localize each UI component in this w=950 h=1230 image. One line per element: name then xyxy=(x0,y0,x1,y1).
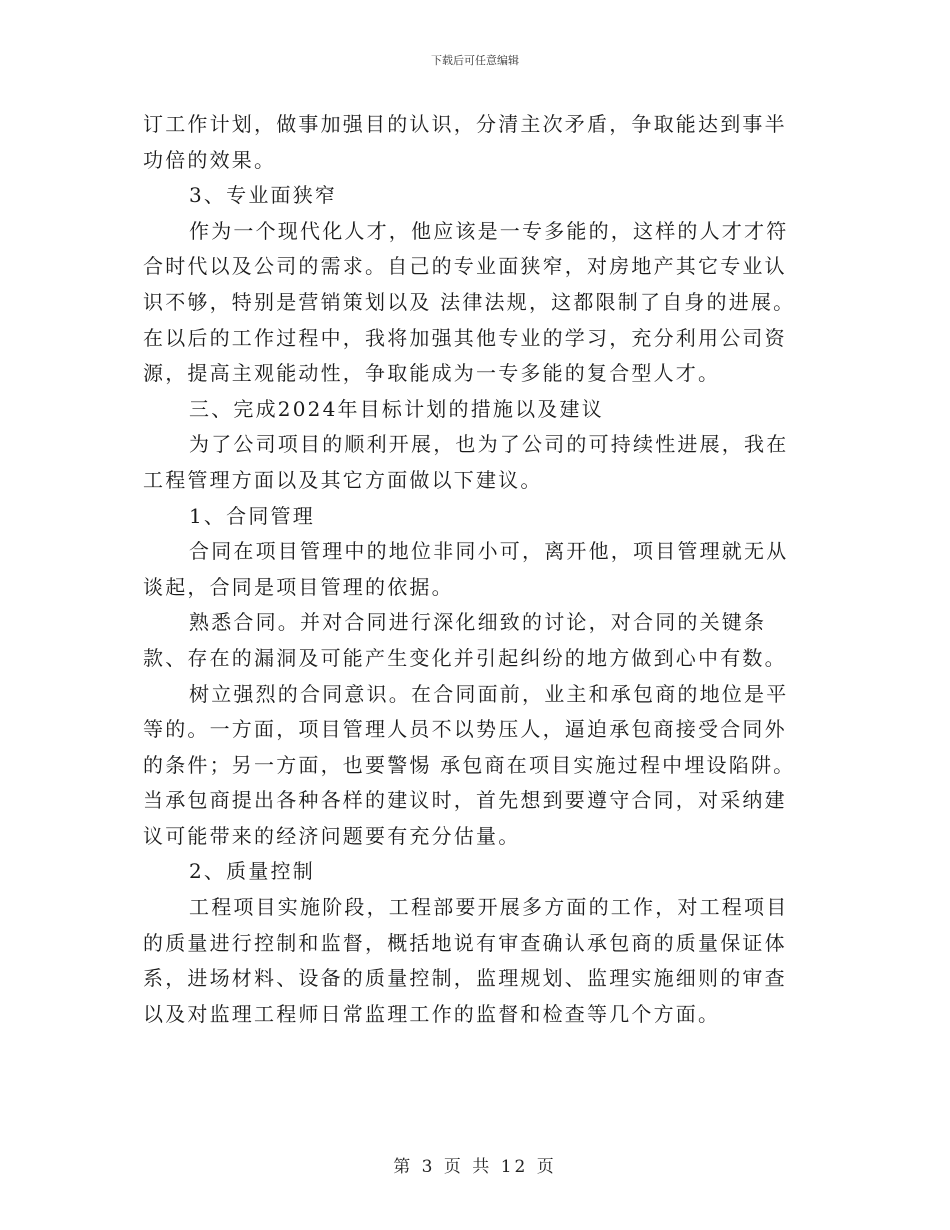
section-heading: 2、质量控制 xyxy=(189,859,315,884)
paragraph: 作为一个现代化人才，他应该是一专多能的，这样的人才才符合时代以及公司的需求。自己的专业面狭窄，对房地产其它专业认识不够，特别是营销策划以及 法律法规，这都限制了自身的进展。在以后的工作过程中，我将加强其他专业的学习，充分利用公司资源，提高主观能动性，争取能成为一专多能的复合型人才。 xyxy=(143,218,796,386)
section-heading: 三、完成2024年目标计划的措施以及建议 xyxy=(189,396,604,421)
paragraph: 为了公司项目的顺利开展，也为了公司的可持续性进展，我在工程管理方面以及其它方面做以下建议。 xyxy=(143,432,789,492)
page-header: 下载后可任意编辑 xyxy=(431,54,519,67)
paragraph: 订工作计划，做事加强目的认识，分清主次矛盾，争取能达到事半功倍的效果。 xyxy=(143,112,787,172)
page-footer: 第 3 页 共 12 页 xyxy=(393,1157,557,1177)
section-heading: 3、专业面狭窄 xyxy=(189,183,338,208)
paragraph: 工程项目实施阶段，工程部要开展多方面的工作，对工程项目的质量进行控制和监督，概括地说有审查确认承包商的质量保证体系，进场材料、设备的质量控制，监理规划、监理实施细则的审查以及对监理工程师日常监理工作的监督和检查等几个方面。 xyxy=(143,895,789,1026)
document-body xyxy=(143,107,803,1032)
section-heading: 1、合同管理 xyxy=(189,503,315,528)
paragraph: 合同在项目管理中的地位非同小可，离开他，项目管理就无从谈起，合同是项目管理的依据。 xyxy=(143,539,789,599)
paragraph: 树立强烈的合同意识。在合同面前，业主和承包商的地位是平等的。一方面，项目管理人员不以势压人，逼迫承包商接受合同外的条件；另一方面，也要警惕 承包商在项目实施过程中埋设陷阱。当承包商提出各种各样的建议时，首先想到要遵守合同，对采纳建议可能带来的经济问题要有充分估量。 xyxy=(143,681,796,848)
paragraph: 熟悉合同。并对合同进行深化细致的讨论，对合同的关键条款、存在的漏洞及可能产生变化并引起纠纷的地方做到心中有数。 xyxy=(143,610,787,670)
